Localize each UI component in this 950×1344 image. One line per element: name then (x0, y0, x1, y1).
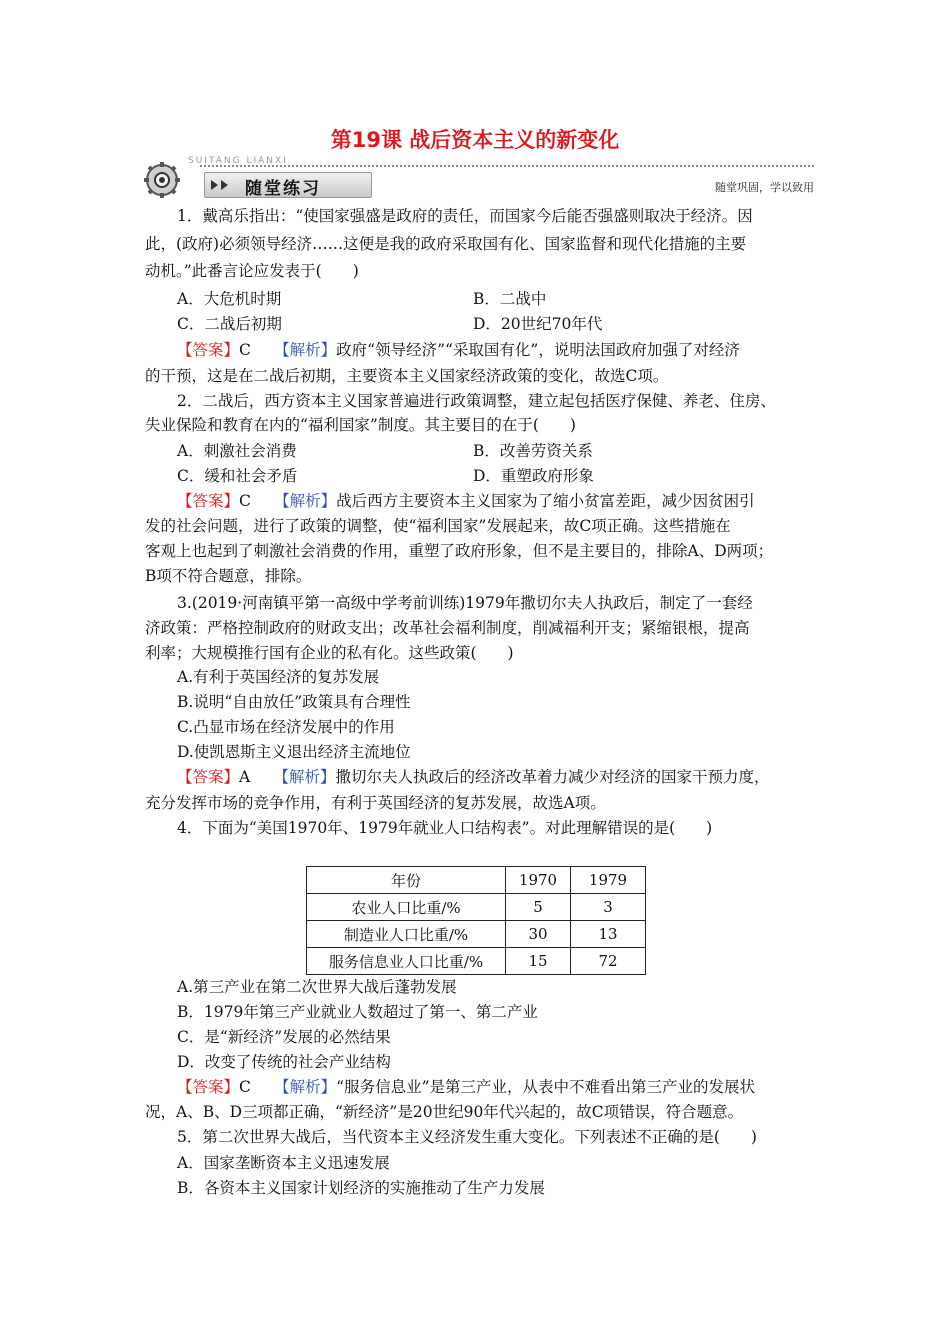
table-row (307, 948, 646, 975)
arrow-icon (221, 180, 228, 190)
answer-label: 【答案】 (177, 768, 240, 786)
table-header-cell: 1979 (571, 867, 646, 894)
text-line (177, 1153, 950, 1173)
text-line (145, 618, 950, 638)
text-line (177, 593, 950, 613)
analysis-label: 【解析】 (281, 768, 336, 786)
text-line (177, 717, 950, 737)
page-title: 第19课 战后资本主义的新变化 (330, 128, 620, 152)
text-run: D．重塑政府形象 (473, 467, 594, 485)
text-run: C．缓和社会矛盾 (177, 467, 298, 485)
text-line (145, 366, 950, 386)
text-line (177, 1027, 950, 1047)
table-row (307, 921, 646, 948)
text-run: A．大危机时期 (177, 290, 282, 308)
text-run: A.有利于英国经济的复苏发展 (177, 668, 380, 686)
text-line (473, 289, 950, 309)
text-run: 此，(政府)必须领导经济……这便是我的政府采取国有化、国家监督和现代化措施的主要 (145, 235, 747, 253)
text-line (177, 742, 950, 762)
text-run: A．国家垄断资本主义迅速发展 (177, 1154, 390, 1172)
text-run: C (239, 341, 282, 359)
text-line (145, 415, 950, 435)
text-run: C．是“新经济”发展的必然结果 (177, 1028, 391, 1046)
text-line (177, 692, 950, 712)
text-run: 5．第二次世界大战后，当代资本主义经济发生重大变化。下列表述不正确的是( ) (177, 1128, 757, 1146)
text-run: “服务信息业”是第三产业，从表中不难看出第三产业的发展状 (336, 1078, 756, 1096)
text-line (473, 441, 950, 461)
text-run: B．改善劳资关系 (473, 442, 593, 460)
text-line (177, 206, 950, 226)
text-run: C.凸显市场在经济发展中的作用 (177, 718, 395, 736)
text-run: 失业保险和教育在内的“福利国家”制度。其主要目的在于( ) (145, 416, 576, 434)
text-run: 4．下面为“美国1970年、1979年就业人口结构表”。对此理解错误的是( ) (177, 819, 713, 837)
text-run: C．二战后初期 (177, 315, 282, 333)
text-line (177, 1077, 950, 1097)
text-run: C (239, 492, 282, 510)
text-run: B．二战中 (473, 290, 547, 308)
text-run: A (239, 768, 282, 786)
text-line (177, 1178, 950, 1198)
analysis-label: 【解析】 (281, 341, 337, 359)
text-run: B.说明“自由放任”政策具有合理性 (177, 693, 411, 711)
answer-label: 【答案】 (177, 1078, 240, 1096)
answer-label: 【答案】 (177, 492, 240, 510)
text-line (473, 466, 950, 486)
text-run: A.第三产业在第二次世界大战后蓬勃发展 (177, 978, 457, 996)
text-run: 1．戴高乐指出：“使国家强盛是政府的责任，而国家今后能否强盛则取决于经济。因 (177, 207, 753, 225)
text-run: 3.(2019·河南镇平第一高级中学考前训练)1979年撒切尔夫人执政后，制定了一套经 (177, 594, 753, 612)
text-run: 政府“领导经济”“采取国有化”，说明法国政府加强了对经济 (336, 341, 740, 359)
text-line (145, 261, 950, 281)
table-header-cell: 年份 (307, 867, 506, 894)
text-line (177, 767, 950, 787)
text-line (473, 314, 950, 334)
text-line (145, 643, 950, 663)
table-header-row (307, 867, 646, 894)
banner-dotted-line (200, 165, 814, 167)
text-line (177, 1127, 950, 1147)
table-cell: 72 (571, 948, 646, 975)
text-run: 动机。”此番言论应发表于( ) (145, 262, 359, 280)
text-line (145, 516, 950, 536)
text-run: D．改变了传统的社会产业结构 (177, 1053, 391, 1071)
table-row (307, 894, 646, 921)
banner-right-text: 随堂巩固，学以致用 (715, 181, 814, 194)
employment-table (306, 866, 646, 975)
table-cell: 制造业人口比重/% (307, 921, 506, 948)
text-line (177, 340, 950, 360)
analysis-label: 【解析】 (281, 1078, 337, 1096)
text-line (145, 541, 950, 561)
text-run: 发的社会问题，进行了政策的调整，使“福利国家”发展起来，故C项正确。这些措施在 (145, 517, 731, 535)
table-cell: 服务信息业人口比重/% (307, 948, 506, 975)
text-run: B．各资本主义国家计划经济的实施推动了生产力发展 (177, 1179, 545, 1197)
section-banner (140, 156, 814, 198)
analysis-label: 【解析】 (281, 492, 337, 510)
text-run: B．1979年第三产业就业人数超过了第一、第二产业 (177, 1003, 538, 1021)
table-cell: 13 (571, 921, 646, 948)
banner-tag (204, 172, 372, 198)
text-line (177, 818, 950, 838)
answer-label: 【答案】 (177, 341, 240, 359)
text-run: D.使凯恩斯主义退出经济主流地位 (177, 743, 411, 761)
banner-english-label: SUITANG LIANXI (188, 156, 288, 166)
text-run: 2．二战后，西方资本主义国家普遍进行政策调整，建立起包括医疗保健、养老、住房、 (177, 392, 776, 410)
text-run: 况，A、B、D三项都正确，“新经济”是20世纪90年代兴起的，故C项错误，符合题意。 (145, 1103, 744, 1121)
text-run: C (239, 1078, 282, 1096)
text-line (145, 1102, 950, 1122)
table-cell: 3 (571, 894, 646, 921)
text-line (177, 1002, 950, 1022)
text-line (177, 1052, 950, 1072)
table-cell: 30 (506, 921, 571, 948)
text-line (145, 566, 950, 586)
text-line (177, 667, 950, 687)
table-cell: 5 (506, 894, 571, 921)
text-run: A．刺激社会消费 (177, 442, 297, 460)
text-run: 战后西方主要资本主义国家为了缩小贫富差距，减少因贫困引 (336, 492, 755, 510)
text-line (177, 491, 950, 511)
arrow-icon (211, 180, 218, 190)
text-run: 利率；大规模推行国有企业的私有化。这些政策( ) (145, 644, 514, 662)
table-cell: 农业人口比重/% (307, 894, 506, 921)
text-run: D．20世纪70年代 (473, 315, 603, 333)
table-cell: 15 (506, 948, 571, 975)
text-run: 济政策：严格控制政府的财政支出；改革社会福利制度，削减福利开支；紧缩银根，提高 (145, 619, 750, 637)
table-header-cell: 1970 (506, 867, 571, 894)
text-line (145, 234, 950, 254)
text-run: 的干预，这是在二战后初期，主要资本主义国家经济政策的变化，故选C项。 (145, 367, 669, 385)
text-run: 撒切尔夫人执政后的经济改革着力减少对经济的国家干预力度， (335, 768, 770, 786)
text-run: 客观上也起到了刺激社会消费的作用，重塑了政府形象，但不是主要目的，排除A、D两项； (145, 542, 774, 560)
text-run: 充分发挥市场的竞争作用，有利于英国经济的复苏发展，故选A项。 (145, 794, 606, 812)
text-line (145, 793, 950, 813)
gear-icon (140, 158, 186, 198)
text-line (177, 391, 950, 411)
text-line (177, 977, 950, 997)
banner-label: 随堂练习 (245, 179, 321, 199)
text-run: B项不符合题意，排除。 (145, 567, 312, 585)
